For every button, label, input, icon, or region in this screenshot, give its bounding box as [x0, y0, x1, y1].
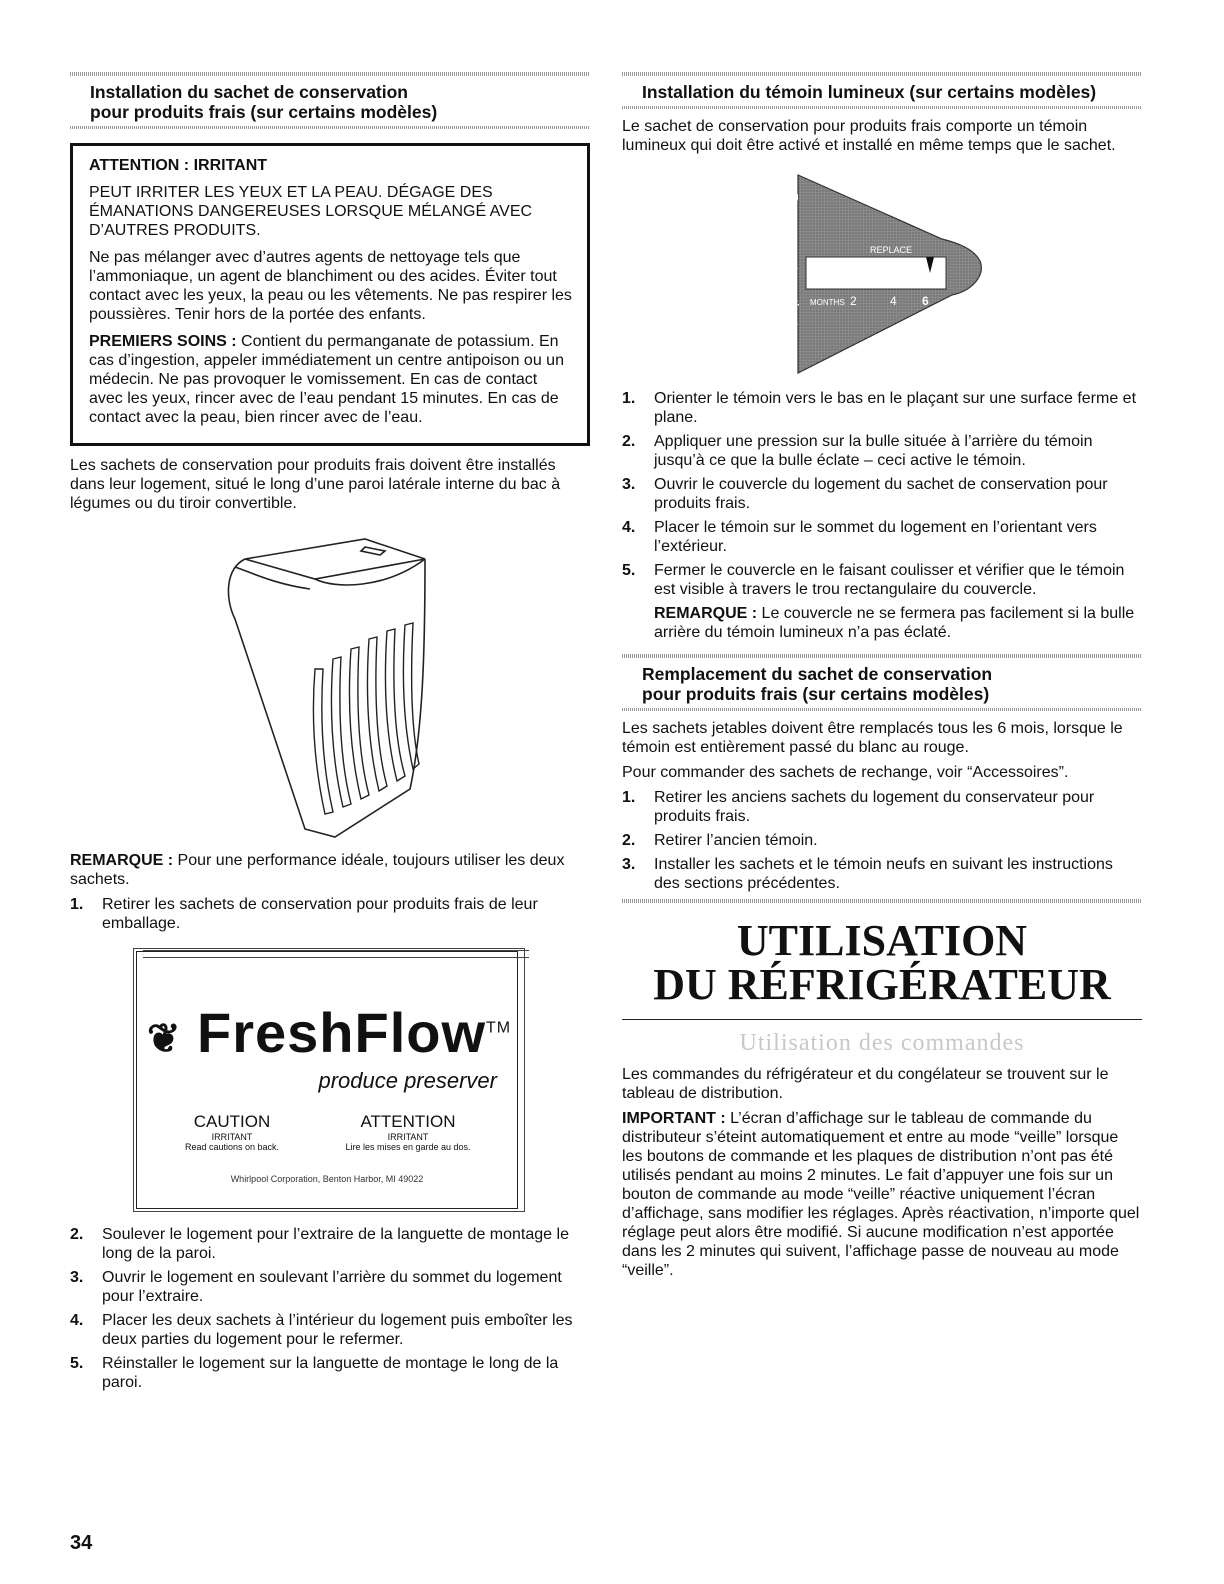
- housing-lid: [245, 539, 425, 579]
- freshflow-packet-label: [136, 951, 518, 1209]
- chapter-title-line: DU RÉFRIGÉRATEUR: [653, 960, 1111, 1009]
- irritant-en: IRRITANT: [211, 1132, 253, 1142]
- list-item: [622, 475, 1142, 513]
- list-item: [70, 1268, 590, 1306]
- step-text: Appliquer une pression sur la bulle située à l’arrière du témoin jusqu’à ce que la bulle éclate – ceci active le témoin.: [654, 433, 1093, 469]
- warning-caps-text: PEUT IRRITER LES YEUX ET LA PEAU. DÉGAGE DES ÉMANATIONS DANGEREUSES LORSQUE MÉLANGÉ AVEC D’AUTRES PRODUITS.: [89, 184, 533, 239]
- note-label: REMARQUE :: [70, 852, 174, 869]
- leaf-icon: ❦: [147, 1017, 182, 1061]
- step-text: Fermer le couvercle en le faisant coulisser et vérifier que le témoin est visible à travers le trou rectangulaire du couvercle.: [654, 562, 1125, 598]
- step-text: Retirer les sachets de conservation pour produits frais de leur emballage.: [102, 896, 538, 932]
- housing-body: [228, 559, 425, 837]
- step-number: 1.: [622, 390, 636, 407]
- remark-label: REMARQUE :: [654, 605, 758, 622]
- intro-paragraph: Les sachets de conservation pour produits frais doivent être installés dans leur logement, situé le long d’une paroi latérale interne du bac à légumes ou du tiroir convertible.: [70, 457, 561, 512]
- important-paragraph: [622, 1109, 1142, 1280]
- subsection-title: Utilisation des commandes: [739, 1030, 1025, 1056]
- replacement-step-list: [622, 788, 1142, 893]
- warning-body: Ne pas mélanger avec d’autres agents de nettoyage tels que l’ammoniaque, un agent de blanchiment ou des acides. Éviter tout contact avec les yeux, la peau ou les vêtements. Ne pas respirer les poussières. Tenir hors de la portée des enfants.: [89, 249, 572, 323]
- section-rule: [622, 708, 1142, 711]
- freshness-indicator-illustration: [762, 169, 1002, 379]
- caution-en: CAUTION: [193, 1112, 271, 1131]
- step-number: 1.: [622, 789, 636, 806]
- step-text: Retirer l’ancien témoin.: [654, 832, 818, 849]
- note-text: Pour une performance idéale, toujours utiliser les deux sachets.: [70, 852, 565, 888]
- section-title-temoin: Installation du témoin lumineux (sur certains modèles): [642, 82, 1097, 102]
- step-text: Orienter le témoin vers le bas en le plaçant sur une surface ferme et plane.: [654, 390, 1137, 426]
- important-text: L’écran d’affichage sur le tableau de commande du distributeur s’éteint automatiquement et entre au mode “veille” lorsque les boutons de commande et les plaques de distribution n’ont pas été utilisés pendant au moins 2 minutes. Le fait d’appuyer une fois sur un bouton de commande au mode “veille” réactive uniquement l’écran d’affichage, sans modifier les réglages. Après réactivation, n’importe quel réglage peut alors être modifié. Si aucune modification n’est apportée dans les 2 minutes qui suivent, l’affichage passe de nouveau au mode “veille”.: [622, 1110, 1140, 1279]
- important-label: IMPORTANT :: [622, 1110, 726, 1127]
- caution-english: [167, 1112, 297, 1152]
- housing-figure: [70, 529, 590, 839]
- step-number: 1.: [70, 896, 84, 913]
- read-en: Read cautions on back.: [184, 1142, 280, 1152]
- first-aid-label: PREMIERS SOINS :: [89, 333, 237, 350]
- preserver-housing-illustration: [215, 529, 445, 839]
- chapter-title-line: UTILISATION: [736, 916, 1028, 965]
- list-item: [622, 788, 1142, 826]
- list-item: [622, 389, 1142, 427]
- section-rule: [622, 899, 1142, 903]
- list-item: [622, 518, 1142, 556]
- step-number: 3.: [70, 1269, 84, 1286]
- read-fr: Lire les mises en garde au dos.: [345, 1142, 471, 1152]
- step-number: 4.: [622, 519, 636, 536]
- first-aid: [89, 332, 573, 427]
- title-line: Installation du sachet de conservation: [90, 82, 408, 102]
- brand-name: FreshFlow: [197, 1001, 487, 1064]
- housing-vents: [313, 623, 419, 814]
- packet-edge: [143, 950, 529, 958]
- indicator-figure: [622, 169, 1142, 379]
- section-rule: [622, 654, 1142, 658]
- replace-label: REPLACE: [870, 245, 913, 255]
- step-text: Réinstaller le logement sur la languette de montage le long de la paroi.: [102, 1355, 559, 1391]
- title-line: pour produits frais (sur certains modèles): [90, 102, 438, 122]
- list-item: [622, 855, 1142, 893]
- left-column: [70, 72, 590, 1397]
- step-number: 2.: [622, 433, 636, 450]
- step-text: Ouvrir le logement en soulevant l’arrière du sommet du logement pour l’extraire.: [102, 1269, 562, 1305]
- month-6-label: 6: [922, 294, 929, 308]
- list-item: [622, 831, 1142, 850]
- press-rear-label: Press rear to activate: [784, 193, 801, 335]
- list-item: [622, 432, 1142, 470]
- controls-paragraph: Les commandes du réfrigérateur et du congélateur se trouvent sur le tableau de distribution.: [622, 1066, 1109, 1102]
- temoin-remark: [622, 604, 1142, 642]
- step-number: 3.: [622, 476, 636, 493]
- temoin-intro: Le sachet de conservation pour produits frais comporte un témoin lumineux qui doit être activé et installé en même temps que le sachet.: [622, 118, 1116, 154]
- step-list-part1: [70, 895, 590, 933]
- remark-text: Le couvercle ne se fermera pas facilement si la bulle arrière du témoin lumineux n’a pas éclaté.: [654, 605, 1135, 641]
- step-number: 5.: [622, 562, 636, 579]
- replacement-paragraph: Les sachets jetables doivent être remplacés tous les 6 mois, lorsque le témoin est entièrement passé du blanc au rouge.: [622, 720, 1123, 756]
- irritant-fr: IRRITANT: [387, 1132, 429, 1142]
- title-line: Remplacement du sachet de conservation: [642, 664, 993, 684]
- section-rule: [622, 72, 1142, 76]
- section-title-installation-sachet: [90, 82, 590, 122]
- trademark: TM: [486, 1019, 512, 1037]
- list-item: [70, 895, 590, 933]
- section-rule: [70, 72, 590, 76]
- step-text: Placer le témoin sur le sommet du logement en l’orientant vers l’extérieur.: [654, 519, 1097, 555]
- step-number: 5.: [70, 1355, 84, 1372]
- month-2-label: 2: [850, 294, 857, 308]
- warning-header: ATTENTION : IRRITANT: [89, 157, 268, 174]
- step-text: Installer les sachets et le témoin neufs en suivant les instructions des sections précédentes.: [654, 856, 1113, 892]
- caution-french: [323, 1112, 493, 1152]
- warning-box: [70, 143, 590, 446]
- right-column: [622, 72, 1142, 1280]
- list-item: [70, 1354, 590, 1392]
- caution-fr: ATTENTION: [360, 1112, 456, 1131]
- months-label: MONTHS: [810, 298, 845, 307]
- chapter-divider: [622, 1019, 1142, 1020]
- step-list-part2: [70, 1225, 590, 1392]
- order-paragraph: Pour commander des sachets de rechange, voir “Accessoires”.: [622, 764, 1069, 781]
- step-text: Retirer les anciens sachets du logement du conservateur pour produits frais.: [654, 789, 1095, 825]
- list-item: [622, 561, 1142, 599]
- step-text: Soulever le logement pour l’extraire de la languette de montage le long de la paroi.: [102, 1226, 569, 1262]
- list-item: [70, 1225, 590, 1263]
- first-aid-text: Contient du permanganate de potassium. En cas d’ingestion, appeler immédiatement un centre antipoison ou un médecin. Ne pas provoquer le vomissement. En cas de contact avec les yeux, rincer avec de l’eau pendant 15 minutes. En cas de contact avec la peau, bien rincer avec de l’eau.: [89, 333, 564, 426]
- page-number: 34: [70, 1532, 93, 1554]
- chapter-title: [622, 916, 1142, 1009]
- step-number: 3.: [622, 856, 636, 873]
- list-item: [70, 1311, 590, 1349]
- step-number: 2.: [622, 832, 636, 849]
- indicator-window: [806, 257, 946, 289]
- step-text: Ouvrir le couvercle du logement du sachet de conservation pour produits frais.: [654, 476, 1108, 512]
- step-text: Placer les deux sachets à l’intérieur du logement puis emboîter les deux parties du logement pour le refermer.: [102, 1312, 573, 1348]
- title-line: pour produits frais (sur certains modèles): [642, 684, 990, 704]
- section-rule: [70, 126, 590, 129]
- month-4-label: 4: [890, 294, 897, 308]
- step-number: 2.: [70, 1226, 84, 1243]
- step-number: 4.: [70, 1312, 84, 1329]
- manufacturer-address: Whirlpool Corporation, Benton Harbor, MI 49022: [230, 1174, 424, 1184]
- brand-tagline: produce preserver: [318, 1068, 497, 1093]
- temoin-step-list: [622, 389, 1142, 599]
- note-paragraph: [70, 851, 590, 889]
- section-rule: [622, 106, 1142, 109]
- brand-logo: [147, 1000, 511, 1065]
- section-title-remplacement: [642, 664, 1142, 704]
